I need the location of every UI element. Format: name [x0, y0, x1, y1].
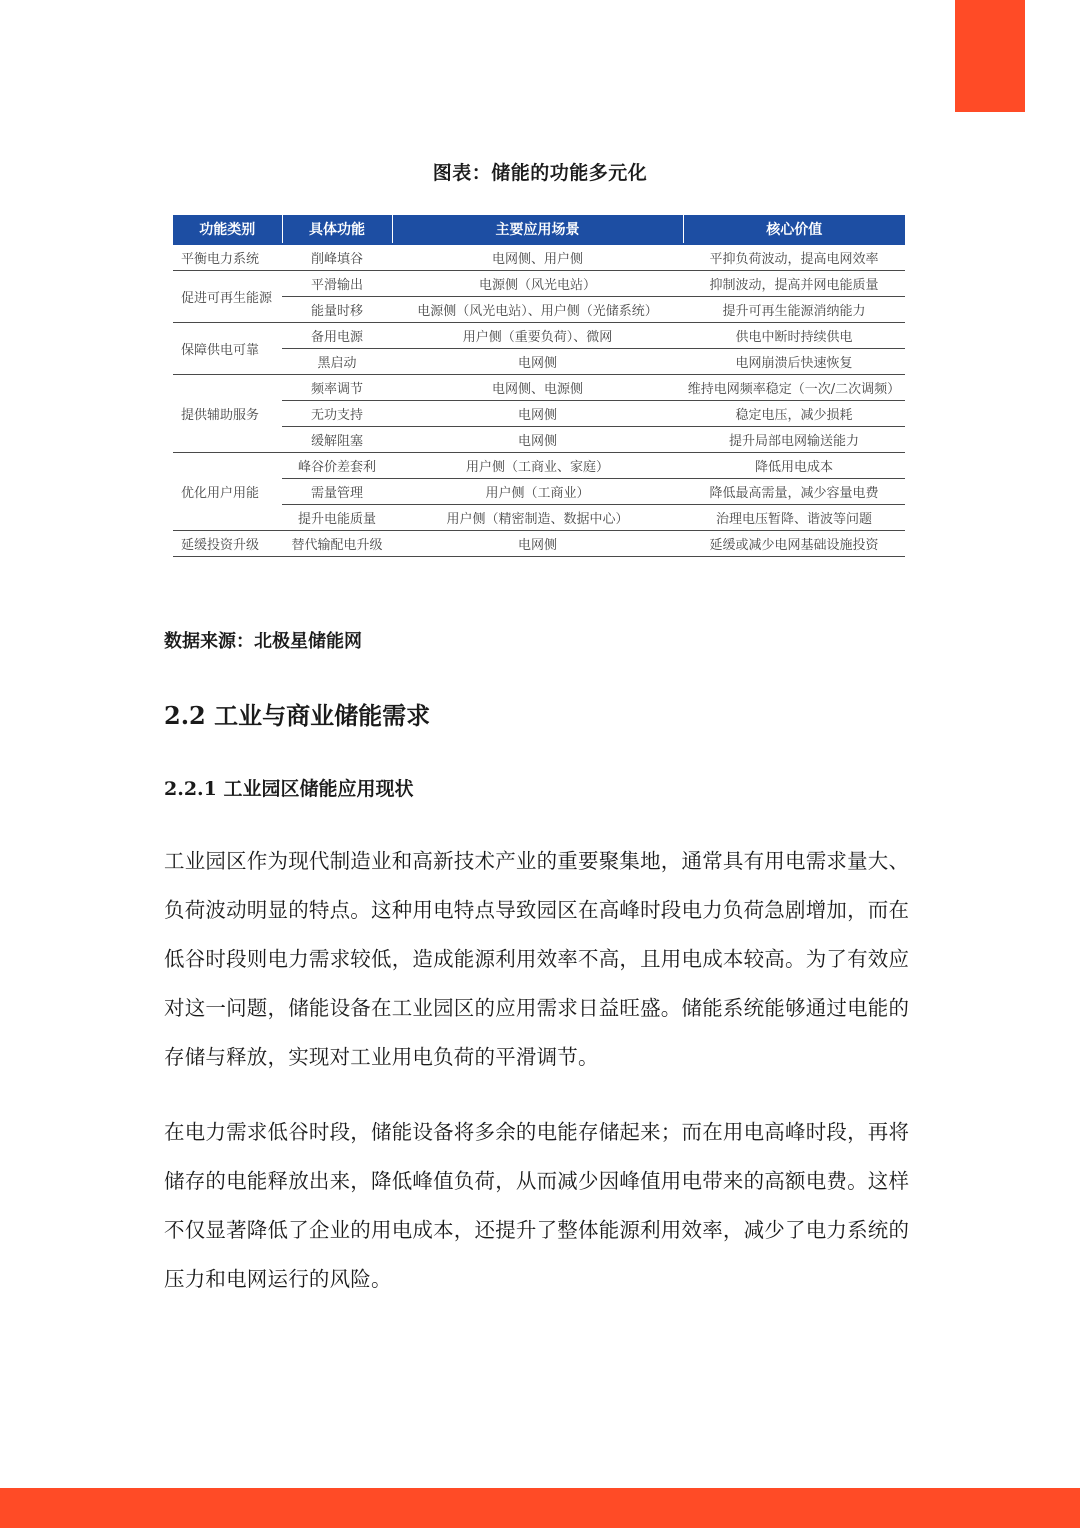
table-row	[173, 401, 905, 427]
scenario-cell: 电网侧	[392, 401, 683, 427]
footer-accent-bar	[0, 1488, 1080, 1528]
value-cell: 维持电网频率稳定（一次/二次调频）	[683, 375, 905, 401]
scenario-cell: 电网侧、电源侧	[392, 375, 683, 401]
subsection-heading: 2.2.1 工业园区储能应用现状	[164, 778, 414, 800]
function-cell: 需量管理	[282, 479, 392, 505]
value-cell: 提升可再生能源消纳能力	[683, 297, 905, 323]
category-cell: 平衡电力系统	[173, 244, 282, 271]
header-value: 核心价值	[683, 215, 905, 244]
value-cell: 稳定电压，减少损耗	[683, 401, 905, 427]
table-row	[173, 323, 905, 349]
function-cell: 黑启动	[282, 349, 392, 375]
data-source-caption: 数据来源：北极星储能网	[164, 631, 362, 652]
scenario-cell: 用户侧（精密制造、数据中心）	[392, 505, 683, 531]
header-category: 功能类别	[173, 215, 282, 244]
category-cell: 提供辅助服务	[173, 375, 282, 453]
value-cell: 延缓或减少电网基础设施投资	[683, 531, 905, 557]
function-cell: 频率调节	[282, 375, 392, 401]
scenario-cell: 用户侧（重要负荷）、微网	[392, 323, 683, 349]
corner-accent-tab	[955, 0, 1025, 112]
value-cell: 供电中断时持续供电	[683, 323, 905, 349]
value-cell: 平抑负荷波动，提高电网效率	[683, 244, 905, 271]
table-row	[173, 349, 905, 375]
table-row	[173, 453, 905, 479]
scenario-cell: 电网侧	[392, 427, 683, 453]
function-cell: 缓解阻塞	[282, 427, 392, 453]
category-cell: 保障供电可靠	[173, 323, 282, 375]
table-row	[173, 297, 905, 323]
category-cell: 延缓投资升级	[173, 531, 282, 557]
scenario-cell: 电源侧（风光电站）	[392, 271, 683, 297]
table-row	[173, 244, 905, 271]
scenario-cell: 电网侧	[392, 349, 683, 375]
scenario-cell: 电网侧、用户侧	[392, 244, 683, 271]
table-row	[173, 479, 905, 505]
body-paragraph-2: 在电力需求低谷时段，储能设备将多余的电能存储起来；而在用电高峰时段，再将储存的电能释放出来，降低峰值负荷，从而减少因峰值用电带来的高额电费。这样不仅显著降低了企业的用电成本，还提升了整体能源利用效率，减少了电力系统的压力和电网运行的风险。	[164, 1120, 910, 1291]
functions-table	[173, 215, 905, 557]
figure-title: 图表：储能的功能多元化	[432, 162, 648, 184]
scenario-cell: 用户侧（工商业）	[392, 479, 683, 505]
function-cell: 削峰填谷	[282, 244, 392, 271]
function-cell: 无功支持	[282, 401, 392, 427]
table-row	[173, 531, 905, 557]
table-header-row	[173, 215, 905, 244]
category-cell: 促进可再生能源	[173, 271, 282, 323]
body-paragraph-1: 工业园区作为现代制造业和高新技术产业的重要聚集地，通常具有用电需求量大、负荷波动明显的特点。这种用电特点导致园区在高峰时段电力负荷急剧增加，而在低谷时段则电力需求较低，造成能源利用效率不高，且用电成本较高。为了有效应对这一问题，储能设备在工业园区的应用需求日益旺盛。储能系统能够通过电能的存储与释放，实现对工业用电负荷的平滑调节。	[164, 849, 910, 1069]
table-row	[173, 375, 905, 401]
function-cell: 峰谷价差套利	[282, 453, 392, 479]
function-cell: 备用电源	[282, 323, 392, 349]
scenario-cell: 用户侧（工商业、家庭）	[392, 453, 683, 479]
scenario-cell: 电源侧（风光电站）、用户侧（光储系统）	[392, 297, 683, 323]
function-cell: 能量时移	[282, 297, 392, 323]
header-function: 具体功能	[282, 215, 392, 244]
table-row	[173, 427, 905, 453]
scenario-cell: 电网侧	[392, 531, 683, 557]
table-row	[173, 505, 905, 531]
value-cell: 电网崩溃后快速恢复	[683, 349, 905, 375]
table-row	[173, 271, 905, 297]
value-cell: 降低用电成本	[683, 453, 905, 479]
category-cell: 优化用户用能	[173, 453, 282, 531]
function-cell: 提升电能质量	[282, 505, 392, 531]
function-cell: 替代输配电升级	[282, 531, 392, 557]
value-cell: 降低最高需量，减少容量电费	[683, 479, 905, 505]
header-scenario: 主要应用场景	[392, 215, 683, 244]
section-heading: 2.2 工业与商业储能需求	[164, 701, 431, 730]
value-cell: 抑制波动，提高并网电能质量	[683, 271, 905, 297]
value-cell: 提升局部电网输送能力	[683, 427, 905, 453]
function-cell: 平滑输出	[282, 271, 392, 297]
value-cell: 治理电压暂降、谐波等问题	[683, 505, 905, 531]
